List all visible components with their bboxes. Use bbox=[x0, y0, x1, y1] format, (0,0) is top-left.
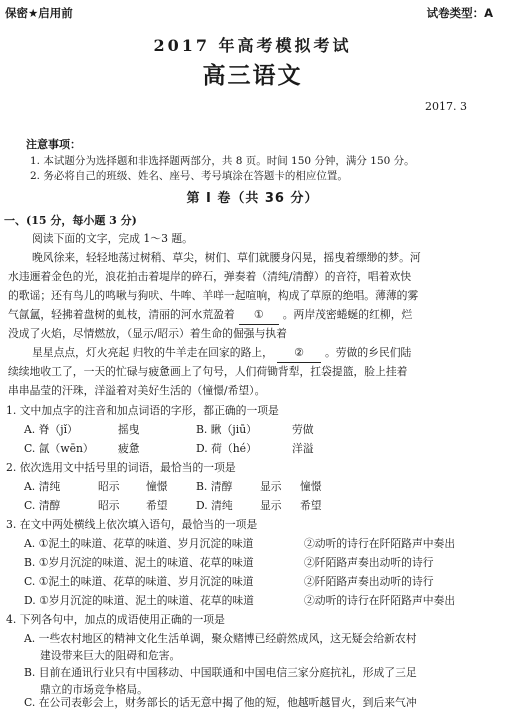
option-a: A. ①泥土的味道、花草的味道、岁月沉淀的味道 bbox=[24, 537, 254, 550]
passage-text: 。劳做的乡民们陆 bbox=[324, 346, 412, 359]
option-d-word: 希望 bbox=[300, 499, 322, 512]
option-b: B. 瞅（jiū） bbox=[196, 423, 257, 436]
question-stem: 3. 在文中两处横线上依次填入语句，最恰当的一项是 bbox=[6, 518, 258, 531]
option-c: C. 在公司表彰会上，财务部长的话无意中揭了他的短，他越听越冒火，到后来气冲 bbox=[24, 696, 417, 709]
option-b-word: 憧憬 bbox=[300, 480, 322, 493]
option-d: D. ①岁月沉淀的味道、泥土的味道、花草的味道 bbox=[24, 594, 254, 607]
passage-line: 串串晶莹的汗珠，洋溢着对美好生活的（憧憬/希望）。 bbox=[8, 384, 266, 397]
passage-line: 续续地收工了，一天的忙碌与疲惫画上了句号，人们荷锄背犁，扛袋提篮，脸上挂着 bbox=[8, 365, 408, 378]
passage-line: 的歌谣；还有鸟儿的鸣啾与狗吠、牛哞、羊咩一起喧响，构成了草原的绝唱。薄薄的雾 bbox=[8, 289, 419, 302]
option-d: D. 荷（hé） bbox=[196, 442, 257, 455]
option-a: A. 一些农村地区的精神文化生活单调，聚众赌博已经蔚然成风，这无疑会给新农村 bbox=[24, 632, 417, 645]
option-c-word: 希望 bbox=[146, 499, 168, 512]
notice-item: 1. 本试题分为选择题和非选择题两部分，共 8 页。时间 150 分钟，满分 150 分。 bbox=[30, 155, 415, 167]
notice-item: 2. 务必将自己的班级、姓名、座号、考号填涂在答题卡的相应位置。 bbox=[30, 170, 348, 182]
option-c-part2: ②阡陌路声奏出动听的诗行 bbox=[304, 575, 434, 588]
option-a-word: 憧憬 bbox=[146, 480, 168, 493]
option-a: A. 脊（jǐ） bbox=[24, 423, 78, 436]
paper-type-label: 试卷类型：A bbox=[426, 6, 493, 20]
option-d: D. 清纯 bbox=[196, 499, 233, 512]
option-a-cont: 建设带来巨大的阻碍和危害。 bbox=[40, 649, 181, 662]
option-c: C. 氤（wēn） bbox=[24, 442, 94, 455]
option-d-word: 洋溢 bbox=[292, 442, 314, 455]
notice-heading: 注意事项： bbox=[26, 138, 81, 151]
option-b-word: 劳做 bbox=[292, 423, 314, 436]
option-c: C. ①泥土的味道、花草的味道、岁月沉淀的味道 bbox=[24, 575, 254, 588]
passage-text: 。两岸茂密蜷蜒的红柳，烂 bbox=[282, 308, 413, 321]
option-b: B. 目前在通讯行业只有中国移动、中国联通和中国电信三家分庭抗礼，形成了三足 bbox=[24, 666, 417, 679]
option-a-part2: ②动听的诗行在阡陌路声中奏出 bbox=[304, 537, 456, 550]
passage-line: 水违逦着金色的光，浪花拍击着堤岸的碎石，弹奏着（清纯/清醇）的音符，唱着欢快 bbox=[8, 270, 412, 283]
blank-1: ① bbox=[239, 307, 279, 325]
option-a-word: 摇曳 bbox=[118, 423, 140, 436]
exam-date: 2017. 3 bbox=[425, 100, 467, 113]
option-b-part2: ②阡陌路声奏出动听的诗行 bbox=[304, 556, 434, 569]
passage-line: 没成了火焰，尽情燃放，（显示/昭示）着生命的倔强与执着 bbox=[8, 327, 287, 340]
section-intro: 阅读下面的文字，完成 1～3 题。 bbox=[32, 232, 193, 245]
passage-text: 气氤氲，轻拂着盘树的虬枝，清丽的河水荒盈着 bbox=[8, 308, 235, 321]
question-stem: 1. 文中加点字的注音和加点词语的字形，都正确的一项是 bbox=[6, 404, 279, 417]
option-b: B. 清醇 bbox=[196, 480, 233, 493]
option-d-word: 显示 bbox=[260, 499, 282, 512]
question-stem: 2. 依次选用文中括号里的词语，最恰当的一项是 bbox=[6, 461, 236, 474]
part-title: 第 I 卷（共 36 分） bbox=[186, 191, 319, 206]
option-c-word: 昭示 bbox=[98, 499, 120, 512]
passage-line bbox=[8, 307, 412, 325]
option-a: A. 清纯 bbox=[24, 480, 61, 493]
option-b: B. ①岁月沉淀的味道、泥土的味道、花草的味道 bbox=[24, 556, 254, 569]
question-stem: 4. 下列各句中，加点的成语使用正确的一项是 bbox=[6, 613, 225, 626]
option-b-word: 显示 bbox=[260, 480, 282, 493]
exam-title: 2017 年高考模拟考试 bbox=[153, 36, 352, 55]
option-d-part2: ②动听的诗行在阡陌路声中奏出 bbox=[304, 594, 456, 607]
section-heading: 一、(15 分，每小题 3 分) bbox=[4, 214, 137, 227]
option-b-cont: 鼎立的市场竞争格局。 bbox=[40, 683, 148, 696]
confidential-label: 保密★启用前 bbox=[5, 6, 73, 20]
option-c: C. 清醇 bbox=[24, 499, 61, 512]
blank-2: ② bbox=[277, 345, 321, 363]
passage-text: 星星点点，灯火亮起 归牧的牛羊走在回家的路上， bbox=[32, 346, 273, 359]
option-c-word: 疲惫 bbox=[118, 442, 140, 455]
passage-line bbox=[32, 345, 411, 363]
option-a-word: 昭示 bbox=[98, 480, 120, 493]
subject-title: 高三语文 bbox=[202, 63, 303, 89]
passage-line: 晚风徐来，轻轻地荡过树稍、草尖，树们、草们就腰身闪晃，摇曳着缥缈的梦。河 bbox=[32, 251, 421, 264]
